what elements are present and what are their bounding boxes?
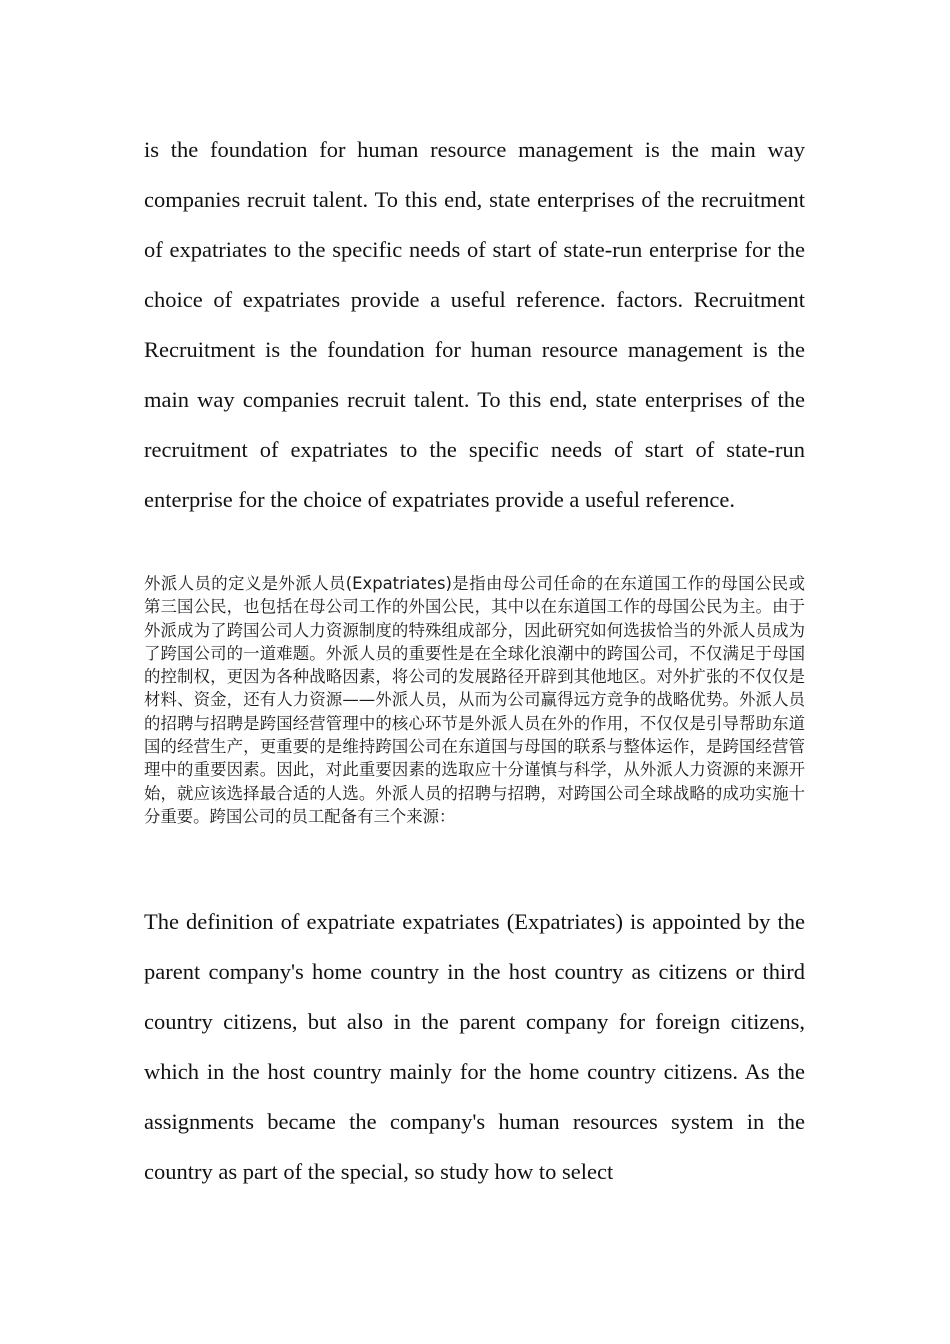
chinese-paragraph-expatriates: 外派人员的定义是外派人员(Expatriates)是指由母公司任命的在东道国工作的母国公民或第三国公民，也包括在母公司工作的外国公民，其中以在东道国工作的母国公民为主。由于外派成为了跨国公司人力资源制度的特殊组成部分，因此研究如何选拔恰当的外派人员成为了跨国公司的一道难题。外派人员的重要性是在全球化浪潮中的跨国公司，不仅满足于母国的控制权，更因为各种战略因素，将公司的发展路径开辟到其他地区。对外扩张的不仅仅是材料、资金，还有人力资源——外派人员，从而为公司赢得远方竞争的战略优势。外派人员的招聘与招聘是跨国经营管理中的核心环节是外派人员在外的作用，不仅仅是引导帮助东道国的经营生产，更重要的是维持跨国公司在东道国与母国的联系与整体运作，是跨国经营管理中的重要因素。因此，对此重要因素的选取应十分谨慎与科学，从外派人力资源的来源开始，就应该选择最合适的人选。外派人员的招聘与招聘，对跨国公司全球战略的成功实施十分重要。跨国公司的员工配备有三个来源： xyxy=(144,574,805,826)
english-paragraph-recruitment: is the foundation for human resource management is the main way companies recruit talent. To this end, state enterprises of the recruitment of expatriates to the specific needs of start of state-run enterprise for the choice of expatriates provide a useful reference. factors. Recruitment Recruitment is the foundation for human resource management is the main way companies recruit talent. To this end, state enterprises of the recruitment of expatriates to the specific needs of start of state-run enterprise for the choice of expatriates provide a useful reference. xyxy=(144,137,805,512)
english-paragraph-expatriate-definition: The definition of expatriate expatriates (Expatriates) is appointed by the parent company's home country in the host country as citizens or third country citizens, but also in the parent company for foreign citizens, which in the host country mainly for the home country citizens. As the assignments became the company's human resources system in the country as part of the special, so study how to select xyxy=(144,909,805,1184)
